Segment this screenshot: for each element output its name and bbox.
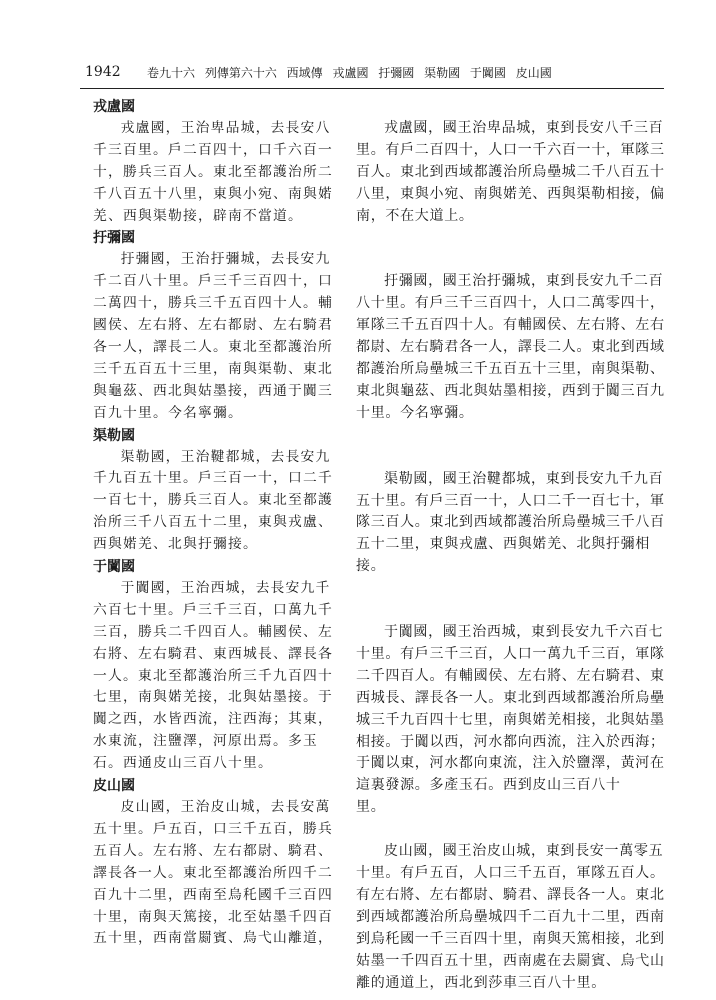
translation-line: 這裏發源。多產玉石。西到皮山三百八十: [356, 777, 621, 794]
translation-line: 隊三百人。東北到西域都護治所烏壘城三千八百: [356, 514, 665, 531]
original-line: 一人。東北至都護治所三千九百四十: [93, 667, 333, 684]
section-title: 扜彌國: [93, 230, 135, 247]
section-title: 渠勒國: [93, 427, 135, 444]
header-rule: [80, 88, 664, 89]
original-line: 國侯、左右將、左右都尉、左右騎君: [93, 317, 333, 334]
section-title: 皮山國: [93, 778, 135, 795]
original-line: 一百七十，勝兵三百人。東北至都護: [93, 492, 333, 509]
original-line: 七里，南與婼羌接，北與姑墨接。于: [93, 689, 333, 706]
translation-line: 皮山國，國王治皮山城，東到長安一萬零五: [384, 843, 664, 860]
original-line: 十里，南與天篤接，北至姑墨千四百: [93, 908, 333, 925]
translation-line: 東北與龜茲、西北與姑墨相接，西到于闐三百九: [356, 382, 665, 399]
translation-line: 到西域都護治所烏壘城四千二百九十二里，西南: [356, 908, 665, 925]
paragraph-gap: [356, 819, 632, 841]
original-line: 千八百五十八里，東與小宛、南與婼: [93, 185, 333, 202]
translation-column: [356, 118, 665, 994]
original-line: 百九十里。今名寧彌。: [93, 404, 243, 421]
paragraph-gap: [356, 227, 632, 249]
paragraph-gap: [356, 447, 632, 469]
paragraph-gap: [356, 578, 632, 600]
translation-line: 有左右將、左右都尉、騎君、譯長各一人。東北: [356, 886, 665, 903]
original-line: 五十里。戶五百，口三千五百，勝兵: [93, 820, 333, 837]
original-line: 石。西通皮山三百八十里。: [93, 755, 273, 772]
original-line: 治所三千八百五十二里，東與戎盧、: [93, 514, 333, 531]
translation-line: 西城長、譯長各一人。東北到西域都護治所烏壘: [356, 689, 665, 706]
original-line: 五百人。左右將、左右都尉、騎君、: [93, 842, 333, 859]
original-line: 右將、左右騎君、東西城長、譯長各: [93, 645, 333, 662]
translation-line: 于闐國，國王治西城，東到長安九千六百七: [384, 624, 664, 641]
translation-line: 都尉、左右騎君各一人，譯長二人。東北到西域: [356, 339, 665, 356]
translation-line: 渠勒國，國王治鞬都城，東到長安九千九百: [384, 470, 664, 487]
translation-line: 都護治所烏壘城三千五百五十三里，南與渠勒、: [356, 361, 665, 378]
original-line: 五十里，西南當罽賓、烏弋山離道，: [93, 930, 333, 947]
original-line: 六百七十里。戶三千三百，口萬九千: [93, 601, 333, 618]
original-line: 百九十二里，西南至烏秅國千三百四: [93, 886, 333, 903]
original-line: 皮山國，王治皮山城，去長安萬: [120, 799, 331, 816]
translation-line: 十里。有戶五百，人口三千五百，軍隊五百人。: [356, 865, 665, 882]
translation-line: 八里，東與小宛、南與婼羌、西與渠勒相接，偏: [356, 185, 665, 202]
original-line: 水東流，注鹽澤，河原出焉。多玉: [93, 733, 318, 750]
original-line: 于闐國，王治西城，去長安九千: [120, 580, 331, 597]
original-line: 羌、西與渠勒接，辟南不當道。: [93, 207, 303, 224]
section-title: 戎盧國: [93, 99, 135, 115]
page-number: 1942: [85, 64, 121, 80]
original-line: 西與婼羌、北與扜彌接。: [93, 536, 258, 553]
translation-line: 離的通道上，西北到莎車三百八十里。: [356, 974, 606, 991]
paragraph-gap: [356, 425, 632, 447]
original-line: 各一人，譯長二人。東北至都護治所: [93, 339, 333, 356]
paragraph-gap: [356, 600, 632, 622]
original-line: 三千五百五十三里，南與渠勒、東北: [93, 360, 333, 377]
translation-line: 五十里。有戶三百一十，人口二千一百七十，軍: [356, 492, 665, 509]
translation-line: 二千四百人。有輔國侯、左右將、左右騎君、東: [356, 667, 665, 684]
section-title: 于闐國: [93, 559, 135, 576]
running-head: 卷九十六 列傳第六十六 西域傳 戎盧國 扜彌國 渠勒國 于闐國 皮山國: [147, 66, 552, 80]
original-line: 扜彌國，王治扜彌城，去長安九: [120, 251, 331, 268]
original-line: 千二百八十里。戶三千三百四十，口: [93, 273, 333, 290]
translation-line: 姑墨一千四百五十里，西南處在去罽賓、烏弋山: [356, 952, 665, 969]
translation-line: 里。: [356, 799, 386, 816]
original-line: 戎盧國，王治卑品城，去長安八: [120, 120, 331, 136]
translation-line: 扜彌國，國王治扜彌城，東到長安九千二百: [384, 273, 664, 290]
translation-line: 相接。于闐以西，河水都向西流，注入於西海；: [356, 733, 665, 750]
translation-line: 百人。東北到西域都護治所烏壘城二千八百五十: [356, 163, 665, 180]
original-line: 闐之西，水皆西流，注西海；其東，: [93, 711, 333, 728]
translation-line: 五十二里，東與戎盧、西與婼羌、北與扜彌相: [356, 536, 650, 553]
translation-line: 八十里。有戶三千三百四十，人口二萬零四十，: [356, 295, 665, 312]
original-line: 渠勒國，王治鞬都城，去長安九: [120, 448, 331, 465]
translation-line: 軍隊三千五百四十人。有輔國侯、左右將、左右: [356, 317, 665, 334]
original-line: 十，勝兵三百人。東北至都護治所二: [93, 163, 333, 180]
paragraph-gap: [356, 249, 632, 271]
original-text-column: [93, 96, 333, 950]
translation-line: 十里。有戶三千三百，人口一萬九千三百，軍隊: [356, 646, 665, 663]
original-line: 譯長各一人。東北至都護治所四千二: [93, 864, 333, 881]
translation-line: 到烏秅國一千三百四十里，南與天篤相接，北到: [356, 930, 665, 947]
translation-line: 戎盧國，國王治卑品城，東到長安八千三百: [384, 120, 664, 136]
translation-line: 南，不在大道上。: [356, 207, 474, 224]
translation-line: 城三千九百四十七里，南與婼羌相接，北與姑墨: [356, 711, 665, 728]
translation-line: 接。: [356, 558, 386, 575]
original-line: 三百，勝兵二千四百人。輔國侯、左: [93, 623, 333, 640]
original-line: 千九百五十里。戶三百一十，口二千: [93, 470, 333, 487]
original-line: 二萬四十，勝兵三千五百四十人。輔: [93, 295, 333, 312]
original-line: 與龜茲、西北與姑墨接，西通于闐三: [93, 382, 333, 399]
translation-line: 里。有戶二百四十，人口一千六百一十，軍隊三: [356, 141, 665, 158]
translation-line: 十里。今名寧彌。: [356, 404, 474, 421]
page-header: [85, 64, 655, 86]
original-line: 千三百里。戶二百四十，口千六百一: [93, 141, 333, 158]
translation-line: 于闐以東，河水都向東流，注入於鹽澤，黃河在: [356, 755, 665, 772]
